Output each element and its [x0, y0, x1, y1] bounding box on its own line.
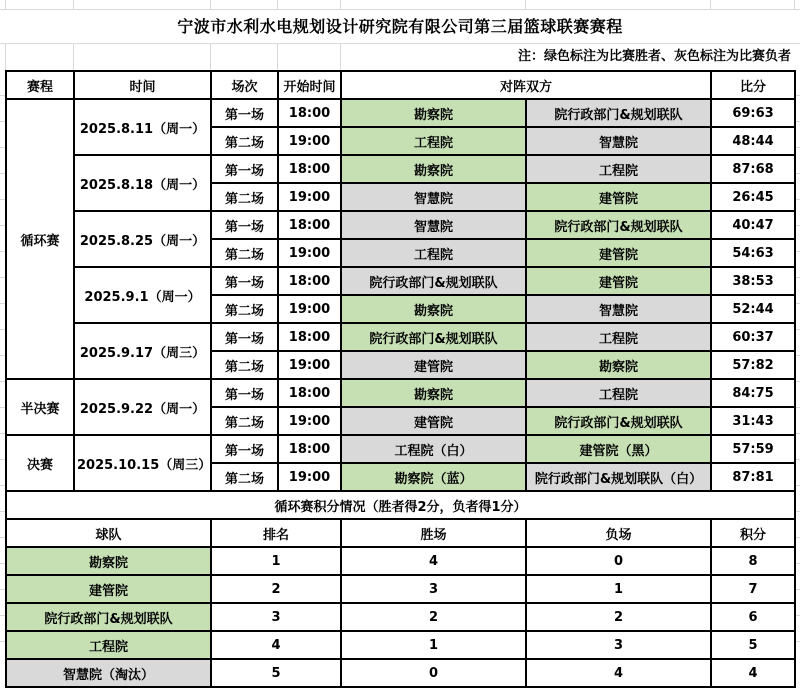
score-cell: 40:47	[711, 211, 795, 239]
wins-cell: 1	[341, 631, 526, 659]
team-cell: 勘察院	[341, 155, 526, 183]
date-cell: 2025.8.11（周一）	[74, 99, 211, 155]
team-cell: 智慧院	[341, 211, 526, 239]
time-cell: 18:00	[278, 155, 341, 183]
score-cell: 52:44	[711, 295, 795, 323]
header-score: 比分	[711, 71, 795, 99]
match-no-cell: 第二场	[211, 407, 278, 435]
standings-team-cell: 工程院	[6, 631, 211, 659]
team-cell: 智慧院	[341, 183, 526, 211]
date-cell: 2025.10.15（周三）	[74, 435, 211, 491]
legend-note: 注：绿色标注为比赛胜者、灰色标注为比赛负者	[517, 49, 791, 64]
time-cell: 19:00	[278, 351, 341, 379]
score-cell: 57:82	[711, 351, 795, 379]
rank-cell: 4	[211, 631, 341, 659]
team-cell: 院行政部门&规划联队	[526, 99, 711, 127]
match-no-cell: 第一场	[211, 155, 278, 183]
team-cell: 勘察院（蓝）	[341, 463, 526, 491]
table-row	[6, 603, 795, 631]
team-cell: 院行政部门&规划联队	[341, 267, 526, 295]
wins-cell: 3	[341, 575, 526, 603]
team-cell: 勘察院	[341, 295, 526, 323]
points-cell: 6	[711, 603, 795, 631]
table-row	[6, 435, 795, 463]
match-no-cell: 第一场	[211, 323, 278, 351]
score-cell: 84:75	[711, 379, 795, 407]
score-cell: 26:45	[711, 183, 795, 211]
table-row	[6, 267, 795, 295]
rank-cell: 1	[211, 547, 341, 575]
score-cell: 69:63	[711, 99, 795, 127]
standings-section-row	[6, 491, 795, 519]
team-cell: 智慧院	[526, 127, 711, 155]
header-stage: 赛程	[6, 71, 74, 99]
rank-cell: 2	[211, 575, 341, 603]
team-cell: 建管院	[526, 239, 711, 267]
losses-cell: 2	[526, 603, 711, 631]
date-cell: 2025.9.17（周三）	[74, 323, 211, 379]
wins-cell: 4	[341, 547, 526, 575]
points-cell: 5	[711, 631, 795, 659]
stage-cell: 半决赛	[6, 379, 74, 435]
match-no-cell: 第二场	[211, 239, 278, 267]
time-cell: 19:00	[278, 239, 341, 267]
standings-team-cell: 智慧院（淘汰）	[6, 659, 211, 687]
points-cell: 7	[711, 575, 795, 603]
standings-team-cell: 院行政部门&规划联队	[6, 603, 211, 631]
team-cell: 智慧院	[526, 295, 711, 323]
standings-header-row	[6, 519, 795, 547]
table-row	[6, 379, 795, 407]
match-no-cell: 第二场	[211, 351, 278, 379]
team-cell: 院行政部门&规划联队	[526, 211, 711, 239]
stage-cell: 循环赛	[6, 99, 74, 379]
score-cell: 87:68	[711, 155, 795, 183]
standings-team-cell: 建管院	[6, 575, 211, 603]
page-title: 宁波市水利水电规划设计研究院有限公司第三届篮球联赛赛程	[177, 17, 623, 36]
header-wins: 胜场	[341, 519, 526, 547]
rank-cell: 3	[211, 603, 341, 631]
team-cell: 建管院	[341, 407, 526, 435]
wins-cell: 2	[341, 603, 526, 631]
match-no-cell: 第一场	[211, 435, 278, 463]
team-cell: 勘察院	[526, 351, 711, 379]
header-rank: 排名	[211, 519, 341, 547]
schedule-header-row	[6, 71, 795, 99]
header-match-no: 场次	[211, 71, 278, 99]
time-cell: 19:00	[278, 183, 341, 211]
team-cell: 院行政部门&规划联队	[341, 323, 526, 351]
header-start-time: 开始时间	[278, 71, 341, 99]
losses-cell: 3	[526, 631, 711, 659]
team-cell: 工程院	[526, 379, 711, 407]
match-no-cell: 第一场	[211, 267, 278, 295]
team-cell: 建管院	[526, 267, 711, 295]
date-cell: 2025.8.25（周一）	[74, 211, 211, 267]
score-cell: 48:44	[711, 127, 795, 155]
match-no-cell: 第二场	[211, 127, 278, 155]
score-cell: 54:63	[711, 239, 795, 267]
rank-cell: 5	[211, 659, 341, 687]
losses-cell: 4	[526, 659, 711, 687]
time-cell: 18:00	[278, 435, 341, 463]
team-cell: 工程院	[526, 323, 711, 351]
date-cell: 2025.9.22（周一）	[74, 379, 211, 435]
table-row	[6, 575, 795, 603]
team-cell: 工程院（白）	[341, 435, 526, 463]
header-date: 时间	[74, 71, 211, 99]
team-cell: 工程院	[526, 155, 711, 183]
header-losses: 负场	[526, 519, 711, 547]
match-no-cell: 第二场	[211, 183, 278, 211]
score-cell: 60:37	[711, 323, 795, 351]
league-table	[5, 70, 796, 688]
time-cell: 18:00	[278, 99, 341, 127]
match-no-cell: 第一场	[211, 379, 278, 407]
table-row	[6, 631, 795, 659]
team-cell: 建管院	[341, 351, 526, 379]
wins-cell: 0	[341, 659, 526, 687]
match-no-cell: 第二场	[211, 463, 278, 491]
score-cell: 87:81	[711, 463, 795, 491]
table-row	[6, 547, 795, 575]
team-cell: 建管院	[526, 183, 711, 211]
time-cell: 19:00	[278, 295, 341, 323]
time-cell: 19:00	[278, 127, 341, 155]
table-row	[6, 155, 795, 183]
points-cell: 4	[711, 659, 795, 687]
losses-cell: 1	[526, 575, 711, 603]
stage-cell: 决赛	[6, 435, 74, 491]
match-no-cell: 第一场	[211, 99, 278, 127]
team-cell: 院行政部门&规划联队	[526, 407, 711, 435]
date-cell: 2025.8.18（周一）	[74, 155, 211, 211]
team-cell: 勘察院	[341, 99, 526, 127]
team-cell: 勘察院	[341, 379, 526, 407]
date-cell: 2025.9.1（周一）	[74, 267, 211, 323]
header-team: 球队	[6, 519, 211, 547]
losses-cell: 0	[526, 547, 711, 575]
standings-section-title: 循环赛积分情况（胜者得2分，负者得1分）	[6, 491, 795, 519]
time-cell: 18:00	[278, 323, 341, 351]
team-cell: 工程院	[341, 239, 526, 267]
time-cell: 18:00	[278, 267, 341, 295]
team-cell: 工程院	[341, 127, 526, 155]
score-cell: 31:43	[711, 407, 795, 435]
table-row	[6, 659, 795, 687]
time-cell: 18:00	[278, 211, 341, 239]
table-row	[6, 99, 795, 127]
match-no-cell: 第一场	[211, 211, 278, 239]
match-no-cell: 第二场	[211, 295, 278, 323]
time-cell: 18:00	[278, 379, 341, 407]
standings-team-cell: 勘察院	[6, 547, 211, 575]
table-row	[6, 211, 795, 239]
score-cell: 57:59	[711, 435, 795, 463]
time-cell: 19:00	[278, 407, 341, 435]
time-cell: 19:00	[278, 463, 341, 491]
team-cell: 院行政部门&规划联队（白）	[526, 463, 711, 491]
team-cell: 建管院（黑）	[526, 435, 711, 463]
header-matchup: 对阵双方	[341, 71, 711, 99]
header-points: 积分	[711, 519, 795, 547]
table-row	[6, 323, 795, 351]
score-cell: 38:53	[711, 267, 795, 295]
points-cell: 8	[711, 547, 795, 575]
